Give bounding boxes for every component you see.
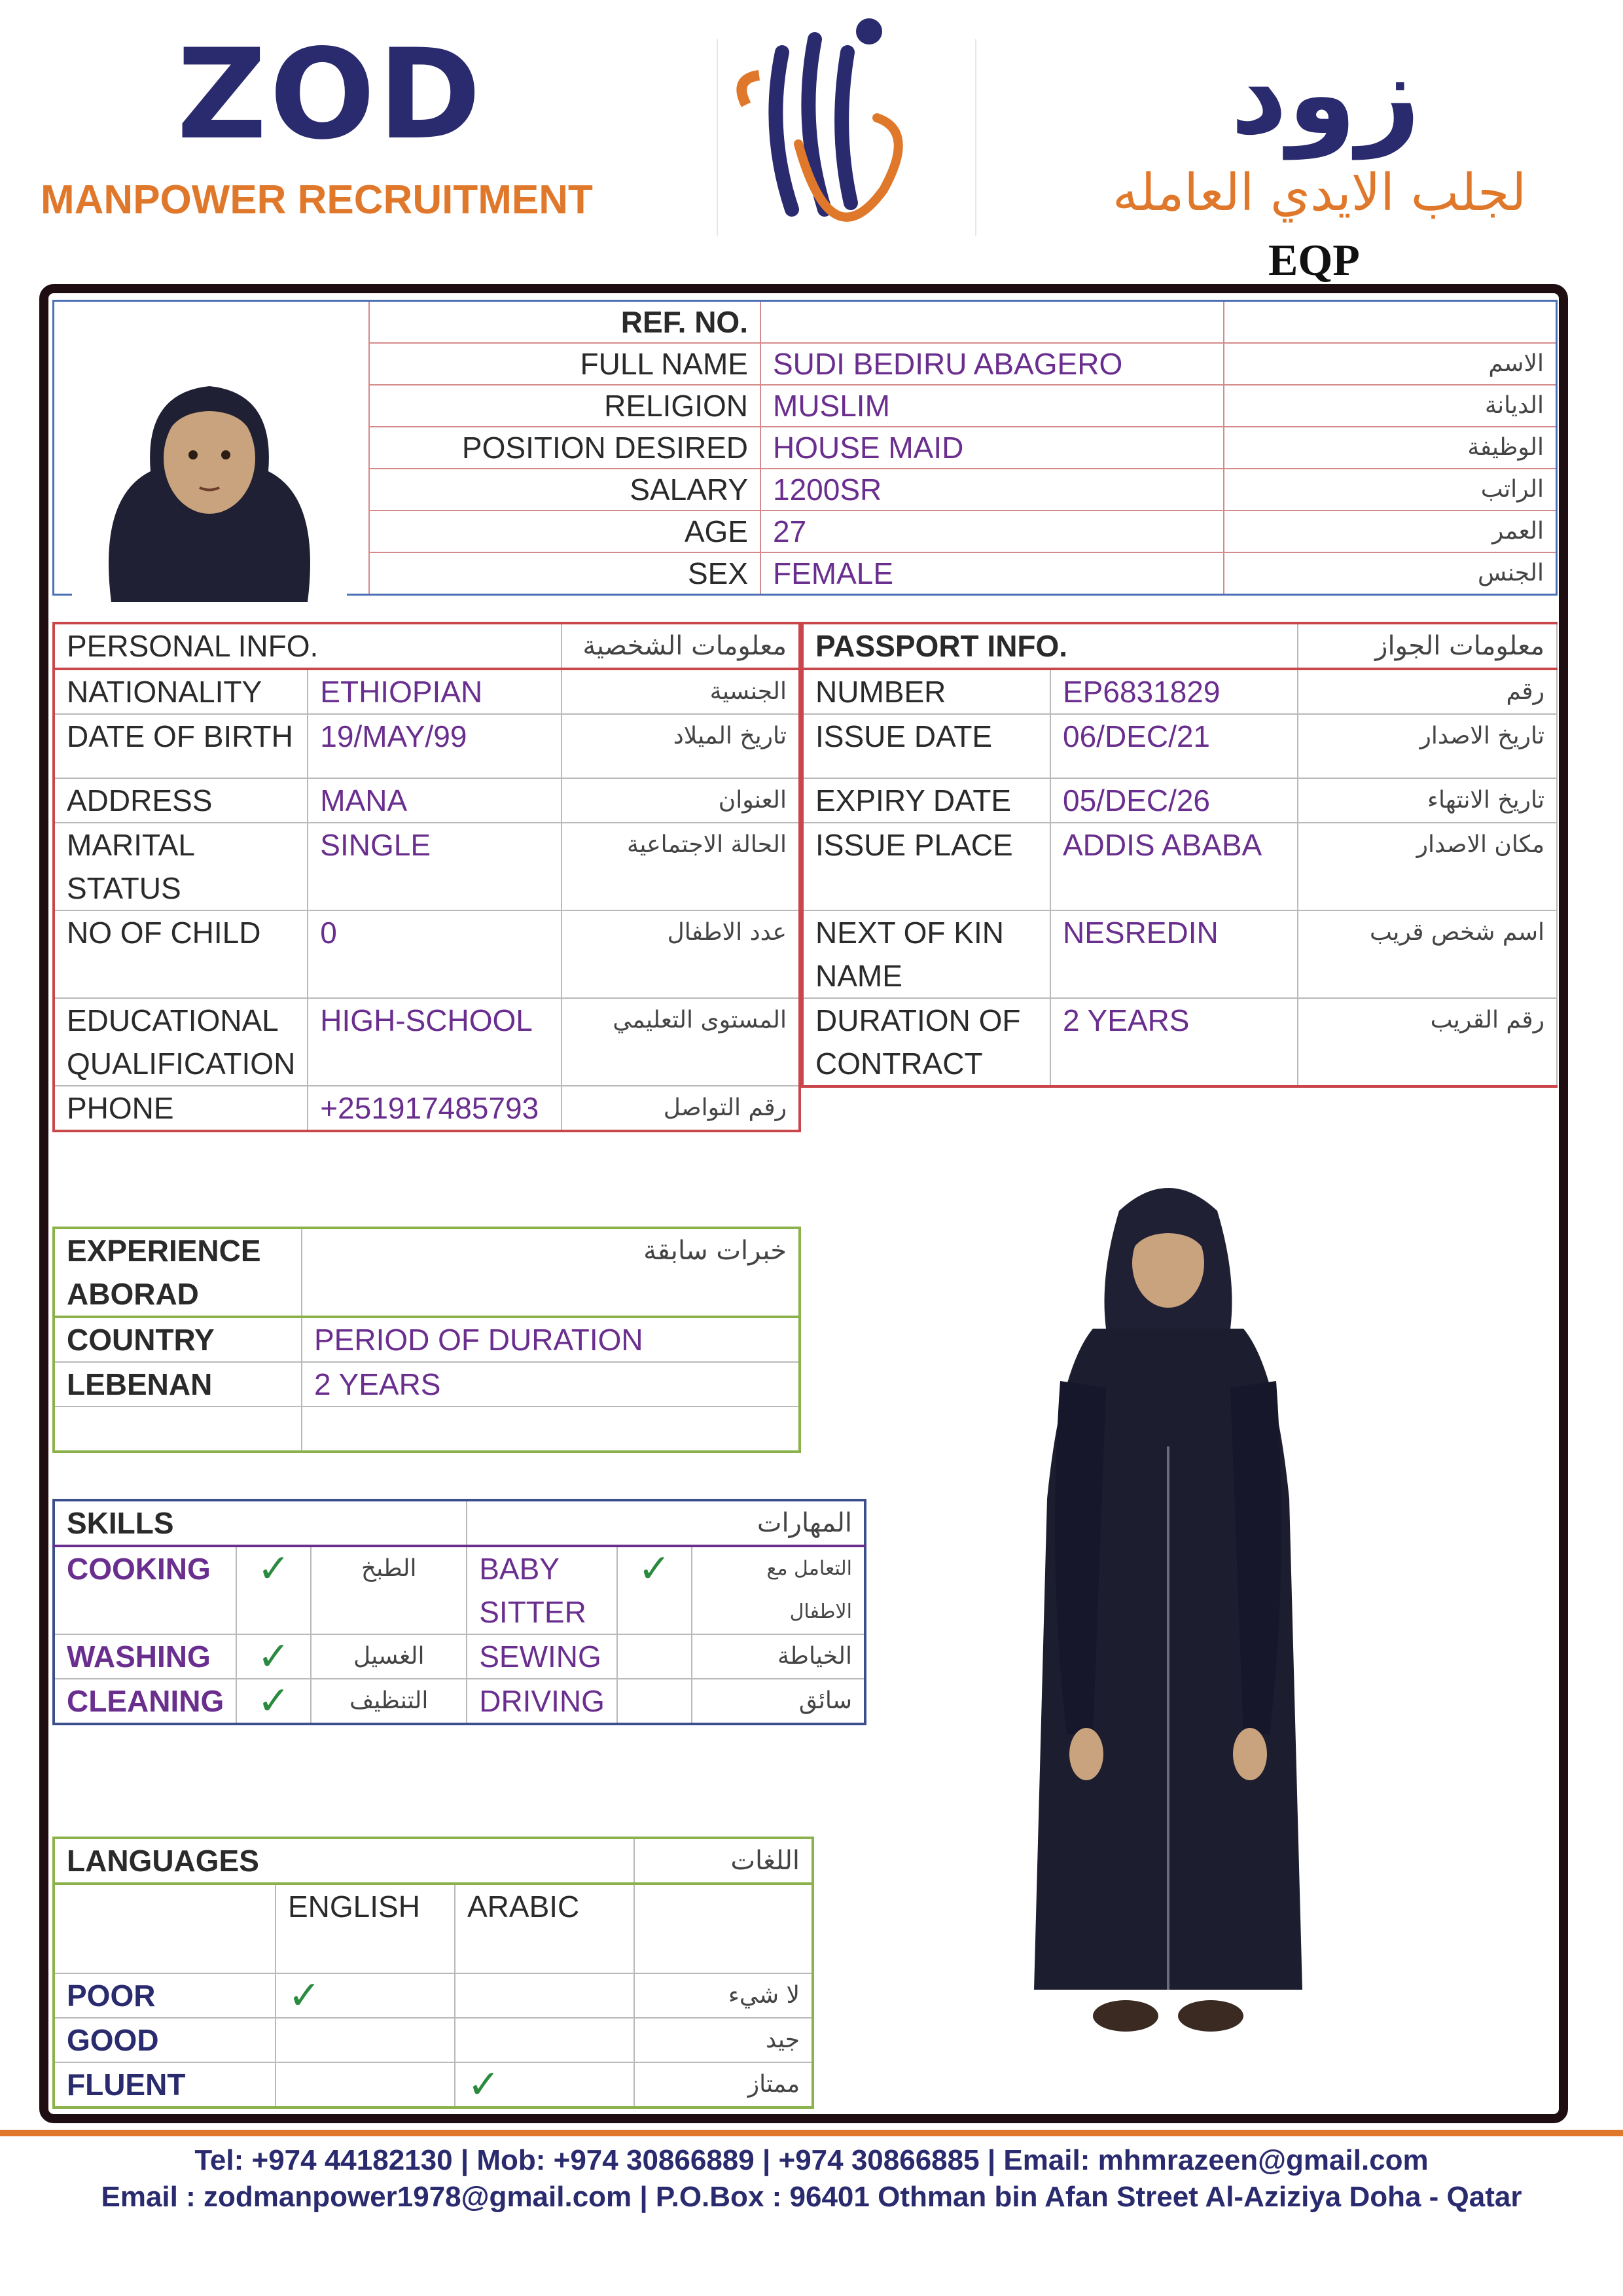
row-value: NESREDIN: [1050, 910, 1298, 998]
check-icon: [617, 1679, 692, 1724]
experience-country: LEBENAN: [54, 1362, 302, 1407]
table-row: [802, 669, 1557, 714]
row-label: DATE OF BIRTH: [54, 714, 308, 778]
row-value: SUDI BEDIRU ABAGERO: [760, 343, 1224, 385]
footer-divider: [0, 2130, 1623, 2136]
experience-table: [52, 1227, 801, 1453]
skill-name: WASHING: [54, 1634, 236, 1679]
row-label: EXPIRY DATE: [802, 778, 1050, 823]
table-header-row: [54, 1228, 800, 1317]
table-row: [54, 714, 800, 778]
section-title: EXPERIENCE ABORAD: [54, 1228, 302, 1317]
language-level: GOOD: [54, 2018, 276, 2062]
row-arabic-label: العنوان: [562, 778, 800, 823]
section-title-arabic: المهارات: [467, 1500, 865, 1546]
skill-name: DRIVING: [467, 1679, 617, 1724]
skill-arabic: الطبخ: [311, 1546, 467, 1634]
row-arabic-label: رقم القريب: [1298, 998, 1557, 1086]
table-row: [54, 1086, 800, 1131]
check-icon: ✓: [236, 1546, 311, 1634]
row-value: [760, 301, 1224, 344]
section-title-arabic: معلومات الجواز: [1298, 623, 1557, 669]
row-value: MANA: [308, 778, 562, 823]
table-row: [54, 778, 800, 823]
row-arabic-label: الحالة الاجتماعية: [562, 823, 800, 910]
row-arabic-label: تاريخ الانتهاء: [1298, 778, 1557, 823]
row-value: FEMALE: [760, 552, 1224, 595]
brand-subtitle: MANPOWER RECRUITMENT: [41, 177, 593, 223]
skill-name: CLEANING: [54, 1679, 236, 1724]
row-label: NATIONALITY: [54, 669, 308, 714]
table-row: [54, 1362, 800, 1407]
row-arabic-label: اسم شخص قريب: [1298, 910, 1557, 998]
row-value: MUSLIM: [760, 385, 1224, 427]
row-label: ISSUE PLACE: [802, 823, 1050, 910]
check-icon: [276, 2062, 455, 2108]
table-row: [802, 714, 1557, 778]
row-value: 27: [760, 511, 1224, 552]
table-row: [54, 2018, 813, 2062]
check-icon: [617, 1634, 692, 1679]
language-level-arabic: جيد: [634, 2018, 813, 2062]
row-arabic-label: رقم: [1298, 669, 1557, 714]
skill-arabic: سائق: [692, 1679, 865, 1724]
row-label: RELIGION: [369, 385, 760, 427]
row-label: POSITION DESIRED: [369, 427, 760, 469]
row-arabic-label: المستوى التعليمي: [562, 998, 800, 1086]
row-arabic-label: الاسم: [1224, 343, 1557, 385]
passport-info-table: [801, 622, 1558, 1088]
check-icon: [276, 2018, 455, 2062]
company-logo-icon: [720, 13, 923, 255]
row-value: +251917485793: [308, 1086, 562, 1131]
check-icon: [455, 1973, 634, 2018]
personal-info-table: [52, 622, 801, 1132]
table-row: [54, 1679, 865, 1724]
row-label: ADDRESS: [54, 778, 308, 823]
row-label: NEXT OF KIN NAME: [802, 910, 1050, 998]
languages-table: [52, 1837, 814, 2109]
row-label: FULL NAME: [369, 343, 760, 385]
row-value: 06/DEC/21: [1050, 714, 1298, 778]
table-header-row: [802, 623, 1557, 669]
row-label: REF. NO.: [369, 301, 760, 344]
section-title: PERSONAL INFO.: [54, 623, 562, 669]
row-value: 2 YEARS: [1050, 998, 1298, 1086]
row-arabic-label: [1224, 301, 1557, 344]
row-arabic-label: الجنس: [1224, 552, 1557, 595]
row-value: 1200SR: [760, 469, 1224, 511]
header-divider: [975, 39, 976, 236]
check-icon: ✓: [236, 1634, 311, 1679]
column-header: ARABIC: [455, 1884, 634, 1973]
full-body-photo: [1021, 1172, 1315, 2075]
check-icon: ✓: [276, 1973, 455, 2018]
skill-arabic: التنظيف: [311, 1679, 467, 1724]
table-row: [54, 1546, 865, 1634]
row-arabic-label: العمر: [1224, 511, 1557, 552]
section-title-arabic: اللغات: [634, 1838, 813, 1884]
row-value: ETHIOPIAN: [308, 669, 562, 714]
row-value: 05/DEC/26: [1050, 778, 1298, 823]
row-label: EDUCATIONAL QUALIFICATION: [54, 998, 308, 1086]
row-arabic-label: الديانة: [1224, 385, 1557, 427]
check-icon: ✓: [617, 1546, 692, 1634]
row-value: ADDIS ABABA: [1050, 823, 1298, 910]
row-arabic-label: رقم التواصل: [562, 1086, 800, 1131]
row-value: 0: [308, 910, 562, 998]
brand-arabic-tagline: لجلب الايدي العامله: [1113, 164, 1527, 223]
table-row: [802, 910, 1557, 998]
blank-cell: [54, 1884, 276, 1973]
row-label: NO OF CHILD: [54, 910, 308, 998]
table-row: [802, 998, 1557, 1086]
table-row: [54, 1884, 813, 1973]
experience-period: 2 YEARS: [302, 1362, 800, 1407]
header-divider: [717, 39, 718, 236]
row-value: HOUSE MAID: [760, 427, 1224, 469]
language-level-arabic: لا شيء: [634, 1973, 813, 2018]
table-row: [802, 778, 1557, 823]
table-row: [54, 823, 800, 910]
language-level: POOR: [54, 1973, 276, 2018]
row-label: MARITAL STATUS: [54, 823, 308, 910]
blank-cell: [634, 1884, 813, 1973]
row-arabic-label: الجنسية: [562, 669, 800, 714]
column-header: COUNTRY: [54, 1317, 302, 1362]
row-label: NUMBER: [802, 669, 1050, 714]
table-row: [54, 1407, 800, 1452]
row-label: PHONE: [54, 1086, 308, 1131]
row-arabic-label: الراتب: [1224, 469, 1557, 511]
skill-arabic: الخياطة: [692, 1634, 865, 1679]
row-arabic-label: الوظيفة: [1224, 427, 1557, 469]
row-value: HIGH-SCHOOL: [308, 998, 562, 1086]
check-icon: ✓: [236, 1679, 311, 1724]
skill-name: COOKING: [54, 1546, 236, 1634]
section-title-arabic: خبرات سابقة: [302, 1228, 800, 1317]
table-row: [802, 823, 1557, 910]
language-level-arabic: ممتاز: [634, 2062, 813, 2108]
table-header-row: [54, 1500, 865, 1546]
experience-period: [302, 1407, 800, 1452]
table-row: [54, 669, 800, 714]
table-header-row: [54, 1838, 813, 1884]
skill-name: SEWING: [467, 1634, 617, 1679]
section-title: LANGUAGES: [54, 1838, 634, 1884]
skills-table: [52, 1499, 866, 1725]
section-title: PASSPORT INFO.: [802, 623, 1298, 669]
check-icon: ✓: [455, 2062, 634, 2108]
footer-contact-line: Tel: +974 44182130 | Mob: +974 30866889 | +974 30866885 | Email: mhmrazeen@gmail.com: [194, 2144, 1429, 2176]
table-row: [54, 1634, 865, 1679]
skill-arabic: الغسيل: [311, 1634, 467, 1679]
section-title-arabic: معلومات الشخصية: [562, 623, 800, 669]
row-arabic-label: تاريخ الميلاد: [562, 714, 800, 778]
row-label: DURATION OF CONTRACT: [802, 998, 1050, 1086]
row-arabic-label: مكان الاصدار: [1298, 823, 1557, 910]
brand-logo-text: ZOD: [177, 22, 484, 167]
table-row: [54, 301, 1557, 344]
table-header-row: [54, 623, 800, 669]
portrait-photo: [72, 340, 347, 602]
row-value: SINGLE: [308, 823, 562, 910]
brand-arabic: زود: [1230, 30, 1421, 160]
skill-name: BABY SITTER: [467, 1546, 617, 1634]
column-header: ENGLISH: [276, 1884, 455, 1973]
experience-country: [54, 1407, 302, 1452]
row-label: SEX: [369, 552, 760, 595]
language-level: FLUENT: [54, 2062, 276, 2108]
check-icon: [455, 2018, 634, 2062]
table-row: [54, 2062, 813, 2108]
eqp-label: EQP: [1268, 235, 1360, 285]
table-row: [54, 1317, 800, 1362]
row-arabic-label: تاريخ الاصدار: [1298, 714, 1557, 778]
footer-address-line: Email : zodmanpower1978@gmail.com | P.O.Box : 96401 Othman bin Afan Street Al-Aziziya Doha - Qatar: [101, 2181, 1522, 2213]
table-row: [54, 910, 800, 998]
section-title: SKILLS: [54, 1500, 467, 1546]
row-value: EP6831829: [1050, 669, 1298, 714]
row-label: SALARY: [369, 469, 760, 511]
column-header: PERIOD OF DURATION: [302, 1317, 800, 1362]
row-value: 19/MAY/99: [308, 714, 562, 778]
row-label: AGE: [369, 511, 760, 552]
row-label: ISSUE DATE: [802, 714, 1050, 778]
row-arabic-label: عدد الاطفال: [562, 910, 800, 998]
table-row: [54, 1973, 813, 2018]
table-row: [54, 998, 800, 1086]
skill-arabic: التعامل مع الاطفال: [692, 1546, 865, 1634]
